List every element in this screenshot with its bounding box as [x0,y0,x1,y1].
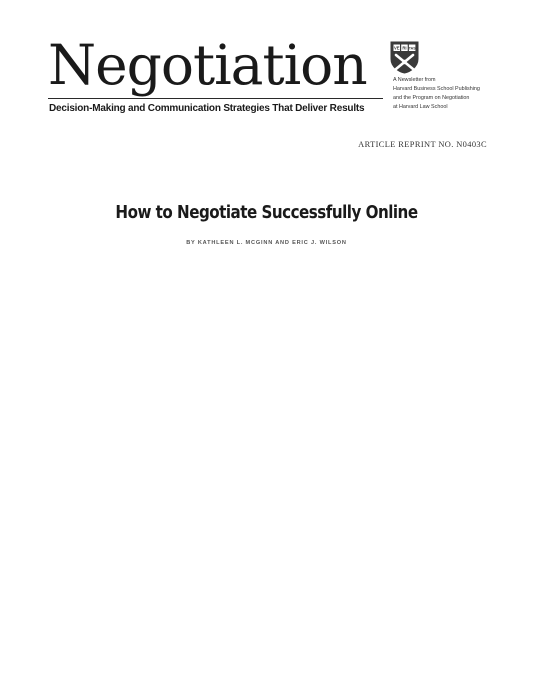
publisher-line: A Newsletter from [393,77,436,83]
publisher-line: at Harvard Law School [393,104,448,110]
reprint-number: ARTICLE REPRINT NO. N0403C [358,140,487,149]
masthead-tagline: Decision-Making and Communication Strategies That Deliver Results [49,103,365,114]
article-title: How to Negotiate Successfully Online [115,202,418,223]
shield-motto-2: RI [402,45,407,51]
publisher-line: Harvard Business School Publishing [393,86,480,92]
article-byline: BY KATHLEEN L. MCGINN AND ERIC J. WILSON [186,240,347,246]
shield-motto-3: TAS [408,46,416,51]
publisher-info [393,76,503,112]
shield-motto-1: VE [393,45,400,51]
publisher-line: and the Program on Negotiation [393,95,470,101]
masthead-divider [48,98,383,99]
masthead-title: Negotiation [48,33,367,97]
harvard-shield-icon [390,41,419,74]
